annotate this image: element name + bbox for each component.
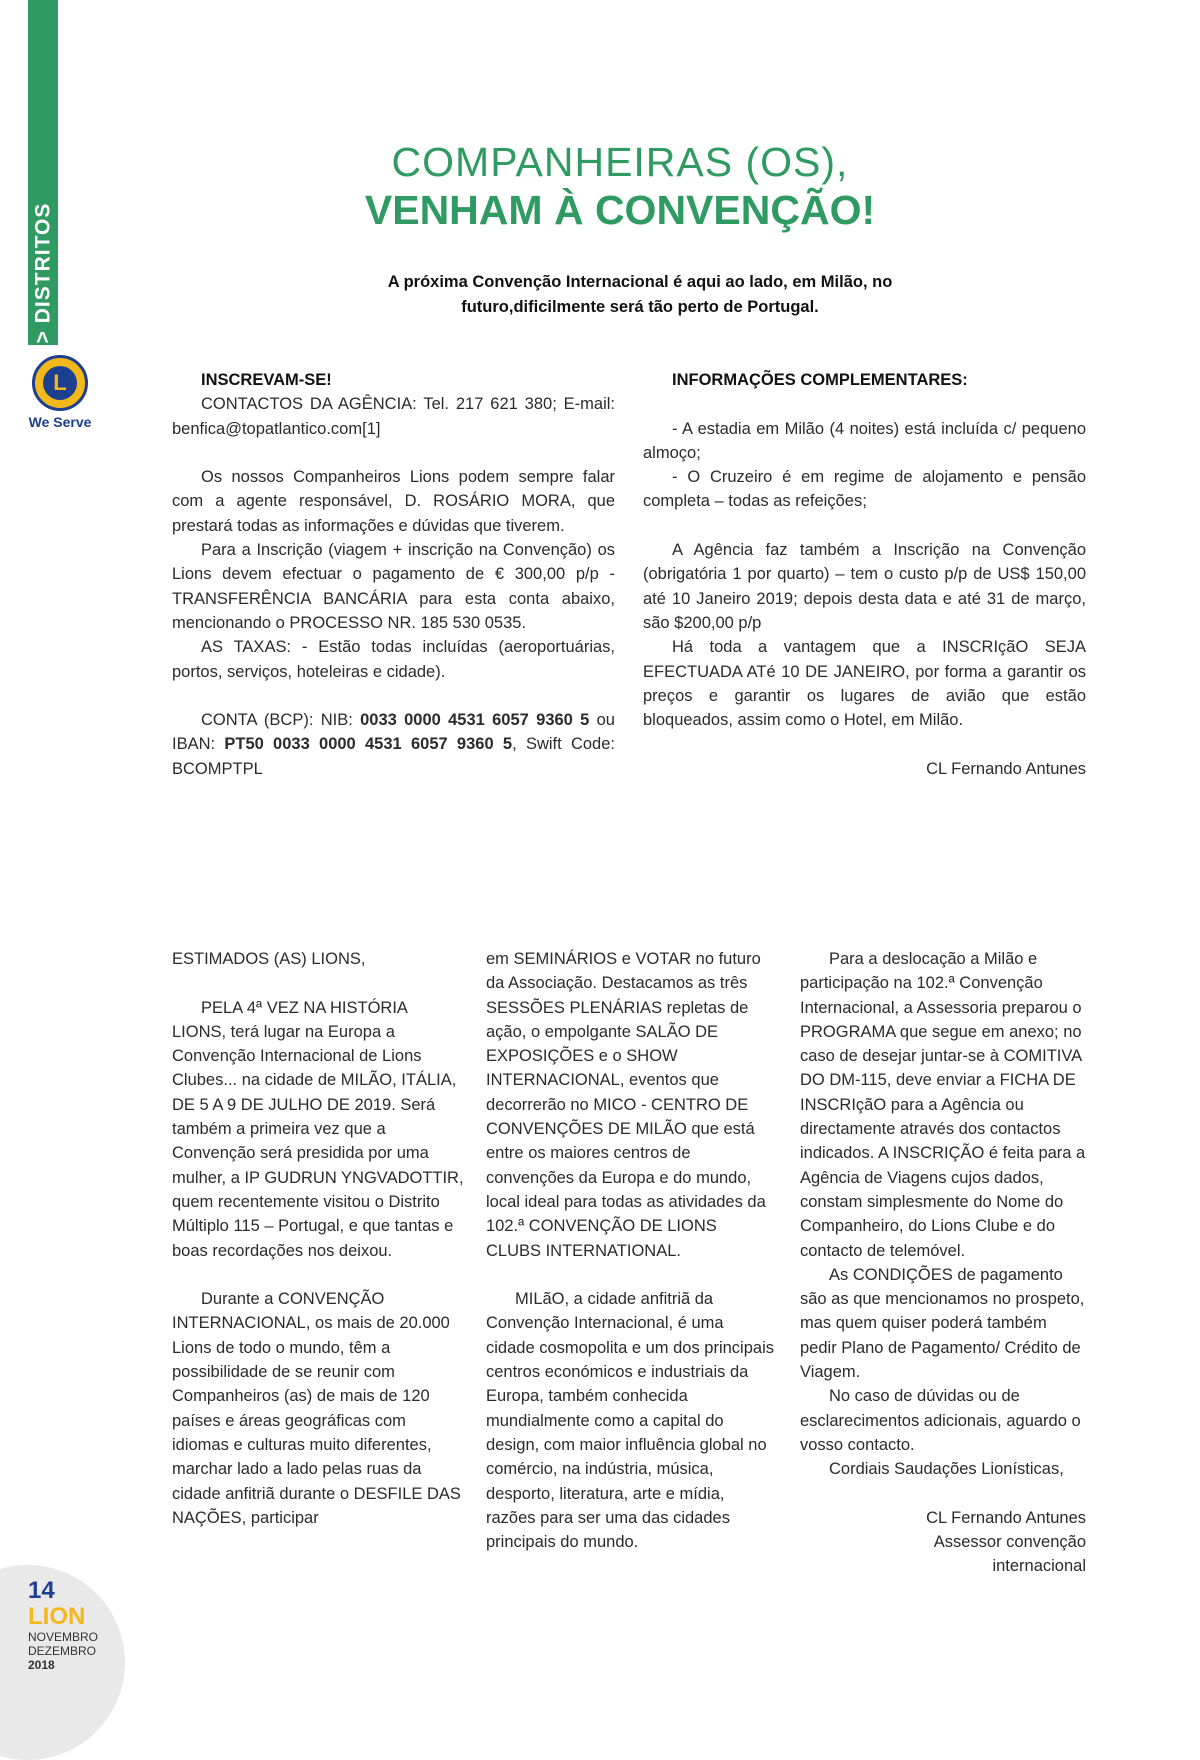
letter-paragraph: PELA 4ª VEZ NA HISTÓRIA LIONS, terá lugar na Europa a Convenção Internacional de Lions Clubes... na cidade de MILÃO, ITÁLIA, DE 5 A 9 DE JULHO DE 2019. Será também a primeira vez que a Convenção será presidida por uma mulher, a IP GUDRUN YNGVADOTTIR, quem recentemente visitou o Distrito Múltiplo 115 – Portugal, e que tantas e boas recordações nos deixou. xyxy=(172,998,464,1260)
info-item: - A estadia em Milão (4 noites) está incluída c/ pequeno almoço; xyxy=(643,419,1086,462)
letter-greeting: ESTIMADOS (AS) LIONS, xyxy=(172,950,366,968)
info-item: - O Cruzeiro é em regime de alojamento e pensão completa – todas as refeições; xyxy=(643,468,1086,511)
letter-paragraph: MILãO, a cidade anfitriã da Convenção Internacional, é uma cidade cosmopolita e um dos principais centros económicos e industriais da Europa, também conhecida mundialmente como a capital do design, com maior influência global no comércio, na indústria, música, desporto, literatura, arte e mídia, razões para ser uma das cidades principais do mundo. xyxy=(486,1290,774,1552)
payment-paragraph: Para a Inscrição (viagem + inscrição na Convenção) os Lions devem efectuar o pagamento de € 300,00 p/p - TRANSFERÊNCIA BANCÁRIA para esta conta abaixo, mencionando o PROCESSO NR. 185 530 0535. xyxy=(172,541,615,632)
issue-year: 2018 xyxy=(28,1658,55,1672)
issue-month: NOVEMBRO xyxy=(28,1630,99,1644)
nib-number: 0033 0000 4531 6057 9360 5 xyxy=(360,711,590,730)
letter-column-3 xyxy=(800,947,1086,1579)
section-label: > DISTRITOS xyxy=(31,202,55,343)
agency-contacts: CONTACTOS DA AGÊNCIA: Tel. 217 621 380; E-mail: benfica@topatlantico.com[1] xyxy=(172,395,615,438)
issue-month: DEZEMBRO xyxy=(28,1644,97,1658)
letter-column-2 xyxy=(486,947,776,1554)
title-line-1: COMPANHEIRAS (OS), xyxy=(391,139,849,185)
magazine-name: LION xyxy=(28,1603,86,1630)
article-title xyxy=(300,138,940,234)
taxes-paragraph: AS TAXAS: - Estão todas incluídas (aeroportuárias, portos, serviços, hoteleiras e cidade). xyxy=(172,638,615,681)
page-number: 14 xyxy=(28,1577,55,1604)
letter-paragraph: Durante a CONVENÇÃO INTERNACIONAL, os mais de 20.000 Lions de todo o mundo, têm a possibilidade de se reunir com Companheiros (as) de mais de 120 países e áreas geográficas com idiomas e culturas muito diferentes, marchar lado a lado pelas ruas da cidade anfitriã durante o DESFILE DAS NAÇÕES, participar xyxy=(172,1290,461,1527)
letter-paragraph: No caso de dúvidas ou de esclarecimentos adicionais, aguardo o vosso contacto. xyxy=(800,1387,1081,1454)
letter-paragraph: em SEMINÁRIOS e VOTAR no futuro da Associação. Destacamos as três SESSÕES PLENÁRIAS repletas de ação, o empolgante SALÃO DE EXPOSIÇÕES e o SHOW INTERNACIONAL, eventos que decorrerão no MICO - CENTRO DE CONVENÇÕES DE MILÃO que está entre os maiores centros de convenções da Europa e do mundo, local ideal para todas as atividades da 102.ª CONVENÇÃO DE LIONS CLUBS INTERNATIONAL. xyxy=(486,950,766,1260)
registration-column xyxy=(172,368,615,781)
signature-role: internacional xyxy=(992,1557,1086,1576)
lions-emblem-icon: L xyxy=(32,355,88,411)
signature-role: Assessor convenção xyxy=(933,1533,1086,1552)
article-subtitle: A próxima Convenção Internacional é aqui ao lado, em Milão, no futuro,dificilmente será tão perto de Portugal. xyxy=(387,273,893,316)
deadline-paragraph: Há toda a vantagem que a INSCRIçãO SEJA EFECTUADA ATé 10 DE JANEIRO, por forma a garantir os preços e garantir os lugares de avião que estão bloqueados, assim como o Hotel, em Milão. xyxy=(643,638,1086,730)
agent-paragraph: Os nossos Companheiros Lions podem sempre falar com a agente responsável, D. ROSÁRIO MORA, que prestará todas as informações e dúvidas que tiverem. xyxy=(172,468,615,535)
signature-name: CL Fernando Antunes xyxy=(926,1508,1086,1527)
bank-account: CONTA (BCP): NIB: 0033 0000 4531 6057 9360 5 ou IBAN: PT50 0033 0000 4531 6057 9360 5, Swift Code: BCOMPTPL xyxy=(172,711,615,778)
iban-number: PT50 0033 0000 4531 6057 9360 5 xyxy=(224,735,513,754)
info-column xyxy=(643,368,1086,781)
registration-heading: INSCREVAM-SE! xyxy=(201,371,332,389)
lions-logo xyxy=(24,355,96,430)
logo-tagline: We Serve xyxy=(28,414,92,430)
letter-paragraph: Para a deslocação a Milão e participação na 102.ª Convenção Internacional, a Assessoria preparou o PROGRAMA que segue em anexo; no caso de desejar juntar-se à COMITIVA DO DM-115, deve enviar a FICHA DE INSCRIçãO para a Agência ou directamente através dos contactos indicados. A INSCRIÇÃO é feita para a Agência de Viagens cujos dados, constam simplesmente do Nome do Companheiro, do Lions Clube e do contacto de telemóvel. xyxy=(800,950,1086,1260)
title-line-2: VENHAM À CONVENÇÃO! xyxy=(364,187,876,233)
page-folio xyxy=(28,1578,98,1672)
signature: CL Fernando Antunes xyxy=(926,759,1086,778)
letter-closing: Cordiais Saudações Lionísticas, xyxy=(829,1460,1064,1479)
letter-column-1 xyxy=(172,947,464,1530)
letter-paragraph: As CONDIÇÕES de pagamento são as que mencionamos no prospeto, mas quem quiser poderá também pedir Plano de Pagamento/ Crédito de Viagem. xyxy=(800,1265,1085,1382)
convention-fee-paragraph: A Agência faz também a Inscrição na Convenção (obrigatória 1 por quarto) – tem o custo p/p de US$ 150,00 até 10 Janeiro 2019; depois desta data e até 31 de março, são $200,00 p/p xyxy=(643,541,1086,632)
info-heading: INFORMAÇÕES COMPLEMENTARES: xyxy=(672,371,968,389)
